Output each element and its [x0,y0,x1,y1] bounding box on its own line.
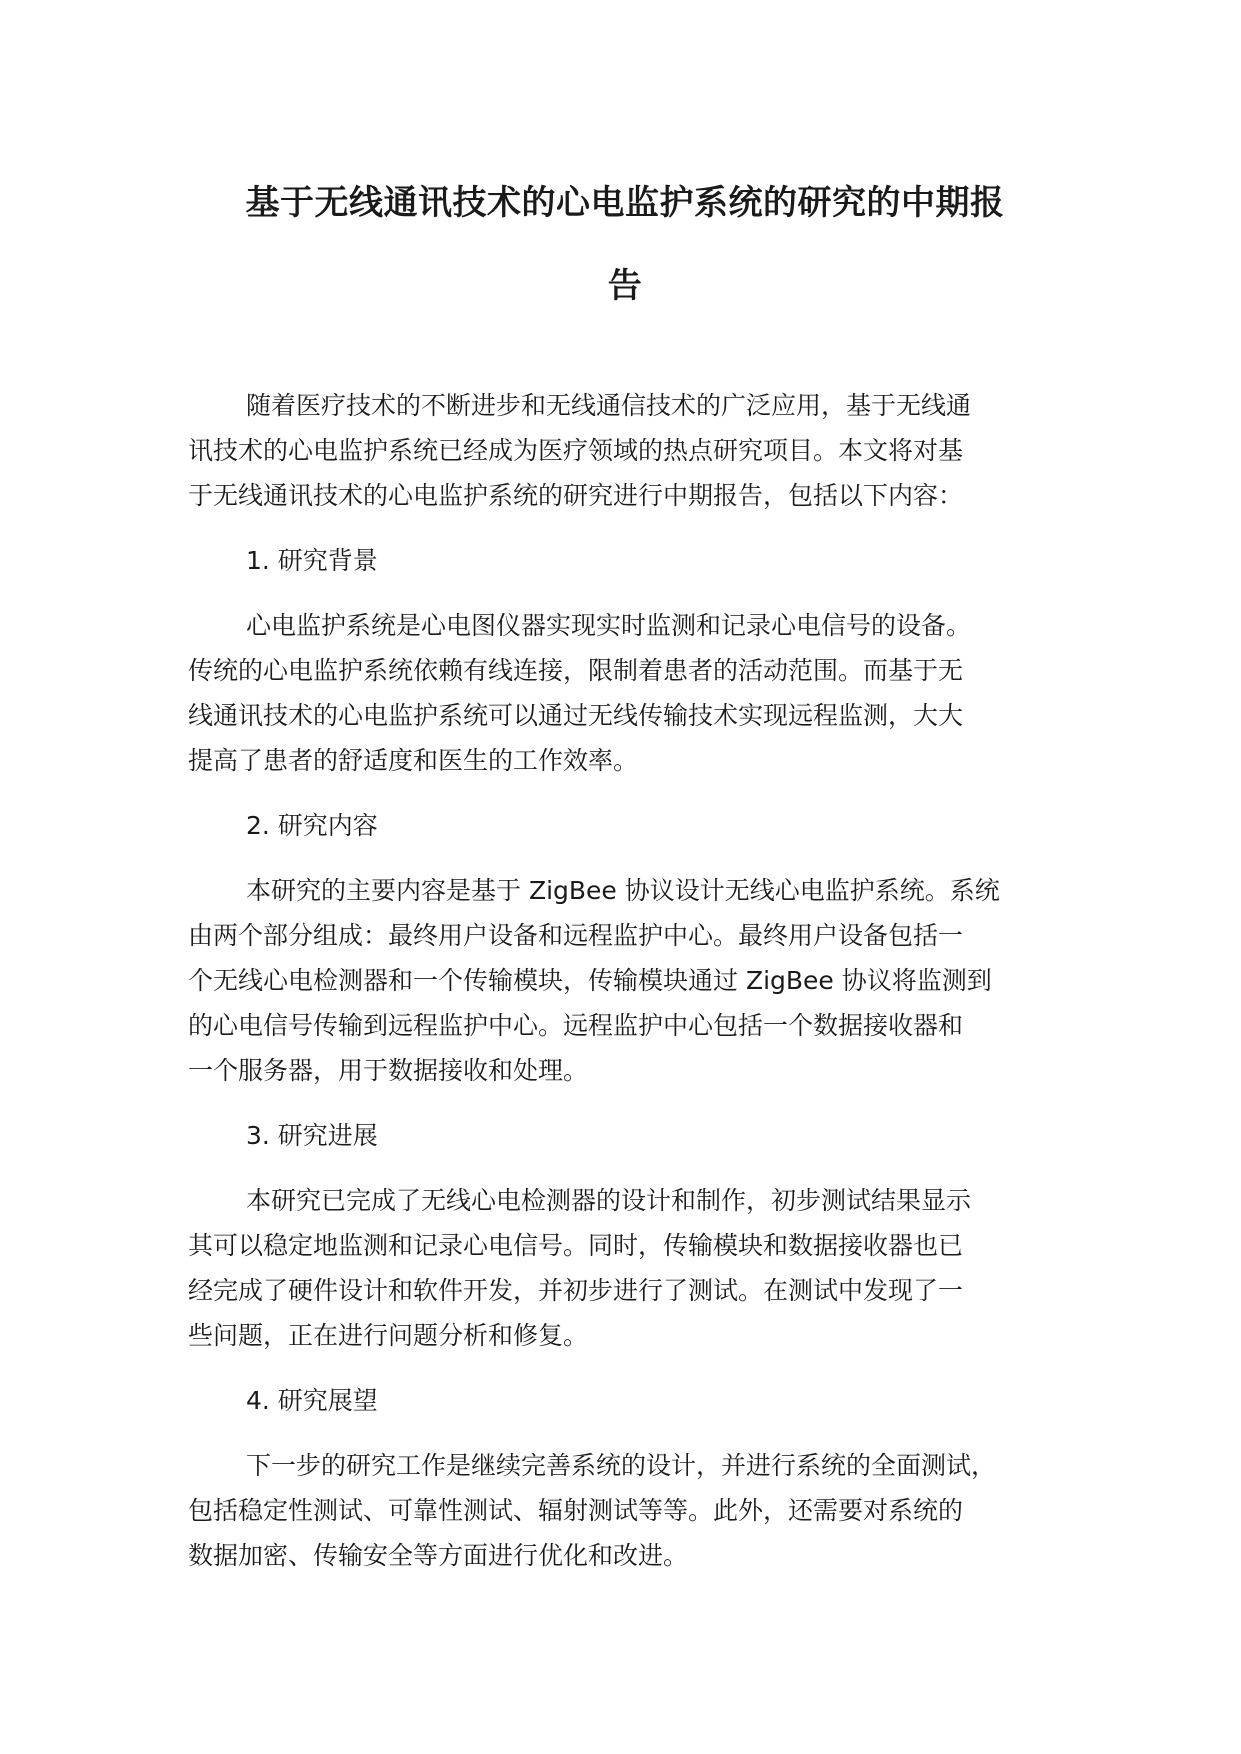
section-paragraph-outlook [188,1443,1088,1578]
paragraph-line: 心电监护系统是心电图仪器实现实时监测和记录心电信号的设备。 [246,611,972,640]
section-paragraph-background [188,603,1088,783]
document-title-line-1: 基于无线通讯技术的心电监护系统的研究的中期报 [245,183,1005,223]
section-heading-outlook: 4. 研究展望 [246,1386,378,1415]
paragraph-line: 包括稳定性测试、可靠性测试、辐射测试等等。此外，还需要对系统的 [188,1496,964,1525]
paragraph-line: 讯技术的心电监护系统已经成为医疗领域的热点研究项目。本文将对基 [188,436,964,465]
document-title-line-2: 告 [607,266,643,306]
paragraph-line: 的心电信号传输到远程监护中心。远程监护中心包括一个数据接收器和 [188,1011,964,1040]
paragraph-line: 于无线通讯技术的心电监护系统的研究进行中期报告，包括以下内容： [188,481,964,510]
paragraph-line: 个无线心电检测器和一个传输模块，传输模块通过 ZigBee 协议将监测到 [188,966,992,995]
paragraph-line: 其可以稳定地监测和记录心电信号。同时，传输模块和数据接收器也已 [188,1231,964,1260]
paragraph-line: 经完成了硬件设计和软件开发，并初步进行了测试。在测试中发现了一 [188,1276,964,1305]
paragraph-line: 数据加密、传输安全等方面进行优化和改进。 [188,1541,689,1570]
document-body [188,383,1088,1598]
paragraph-line: 由两个部分组成：最终用户设备和远程监护中心。最终用户设备包括一 [188,921,964,950]
paragraph-line: 随着医疗技术的不断进步和无线通信技术的广泛应用，基于无线通 [246,391,972,420]
paragraph-line: 传统的心电监护系统依赖有线连接，限制着患者的活动范围。而基于无 [188,656,964,685]
section-paragraph-progress [188,1178,1088,1358]
paragraph-line: 一个服务器，用于数据接收和处理。 [188,1056,589,1085]
paragraph-line: 些问题，正在进行问题分析和修复。 [188,1321,589,1350]
paragraph-line: 下一步的研究工作是继续完善系统的设计，并进行系统的全面测试， [246,1451,997,1480]
paragraph-line: 本研究的主要内容是基于 ZigBee 协议设计无线心电监护系统。系统 [246,876,1000,905]
paragraph-line: 线通讯技术的心电监护系统可以通过无线传输技术实现远程监测，大大 [188,701,964,730]
section-heading-progress: 3. 研究进展 [246,1121,378,1150]
section-paragraph-content [188,868,1088,1093]
section-heading-background: 1. 研究背景 [246,546,378,575]
paragraph-line: 提高了患者的舒适度和医生的工作效率。 [188,746,639,775]
section-heading-content: 2. 研究内容 [246,811,378,840]
intro-paragraph [188,383,1088,518]
paragraph-line: 本研究已完成了无线心电检测器的设计和制作，初步测试结果显示 [246,1186,972,1215]
